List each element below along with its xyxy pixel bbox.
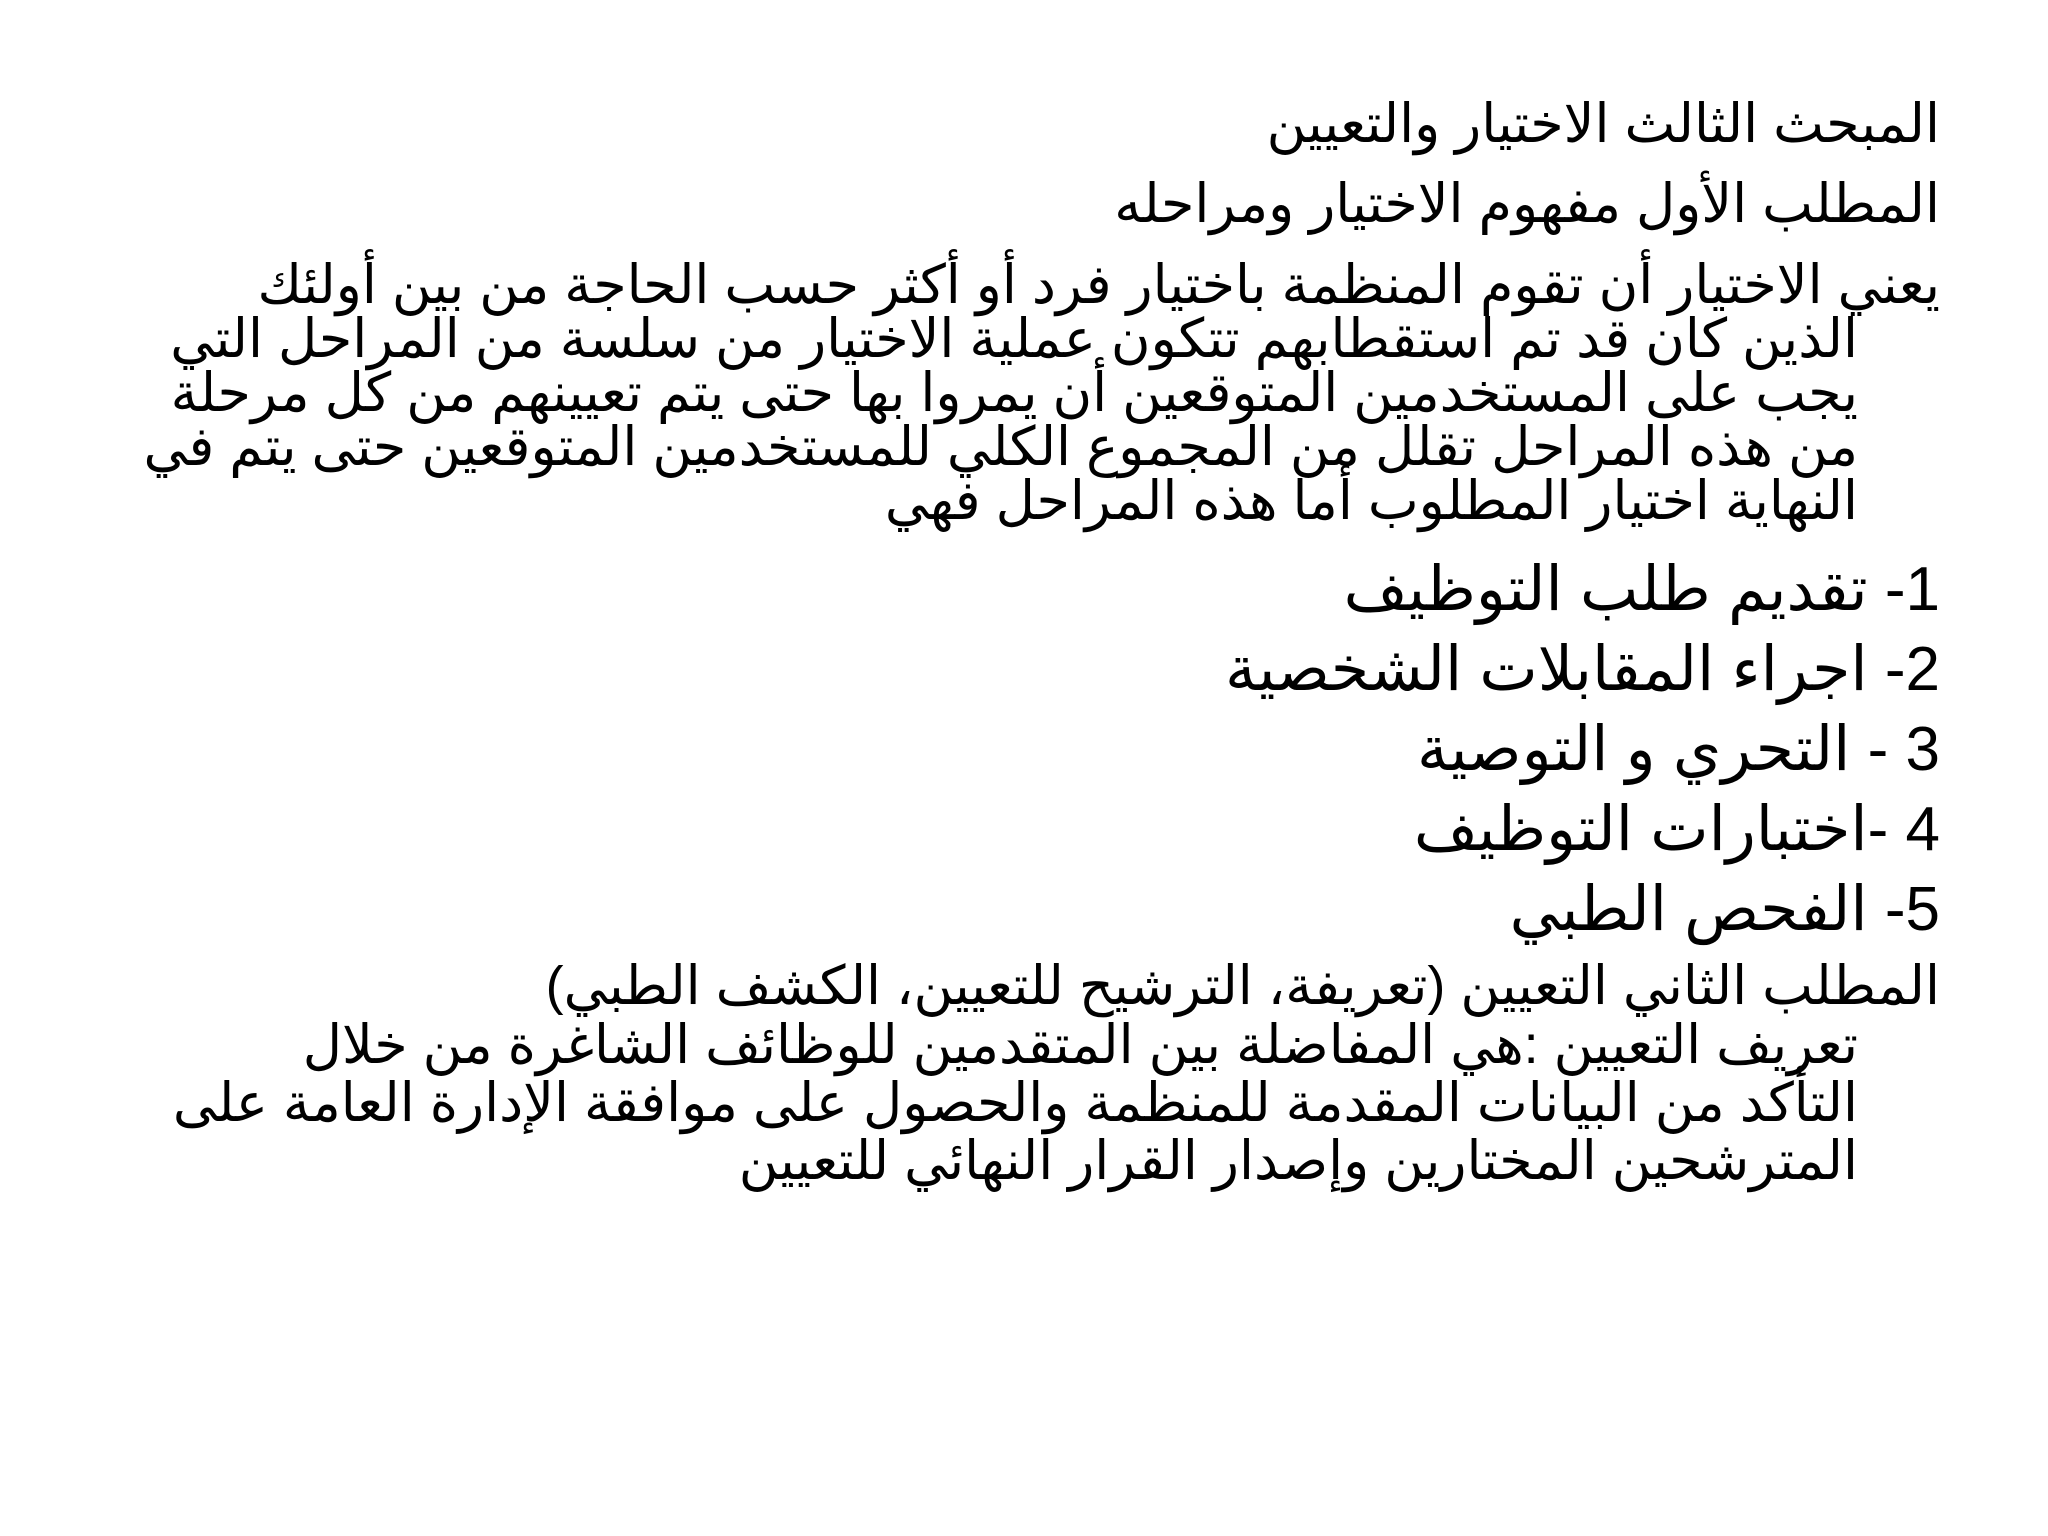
subsection-2-title: المطلب الثاني التعيين (تعريفة، الترشيح للتعيين، الكشف الطبي) <box>545 956 1940 1016</box>
definition-line: المترشحين المختارين وإصدار القرار النهائي للتعيين <box>738 1131 1858 1191</box>
section-title: المبحث الثالث الاختيار والتعيين <box>1266 94 1940 154</box>
selection-paragraph <box>110 255 1940 531</box>
stages-list <box>110 550 1940 950</box>
stage-item: 1- تقديم طلب التوظيف <box>1343 555 1940 624</box>
paragraph-line: يعني الاختيار أن تقوم المنظمة باختيار فرد أو أكثر حسب الحاجة من بين أولئك <box>257 255 1940 315</box>
stage-item: 5- الفحص الطبي <box>1509 875 1940 944</box>
stage-item: 3 - التحري و التوصية <box>1416 715 1940 784</box>
subsection-1-title: المطلب الأول مفهوم الاختيار ومراحله <box>1114 174 1940 234</box>
paragraph-line: النهاية اختيار المطلوب أما هذه المراحل فهي <box>884 471 1858 531</box>
stage-item: 2- اجراء المقابلات الشخصية <box>1225 635 1940 704</box>
definition-line: تعريف التعيين :هي المفاضلة بين المتقدمين للوظائف الشاغرة من خلال <box>302 1015 1858 1075</box>
paragraph-line: يجب على المستخدمين المتوقعين أن يمروا بها حتى يتم تعيينهم من كل مرحلة <box>170 363 1858 423</box>
appointment-definition <box>110 1016 1940 1190</box>
paragraph-line: الذين كان قد تم استقطابهم تتكون عملية الاختيار من سلسة من المراحل التي <box>170 309 1858 369</box>
definition-line: التأكد من البيانات المقدمة للمنظمة والحصول على موافقة الإدارة العامة على <box>172 1073 1858 1133</box>
stage-item: 4 -اختبارات التوظيف <box>1413 795 1940 864</box>
slide-content <box>110 84 1940 1190</box>
paragraph-line: من هذه المراحل تقلل من المجموع الكلي للمستخدمين المتوقعين حتى يتم في <box>143 417 1858 477</box>
